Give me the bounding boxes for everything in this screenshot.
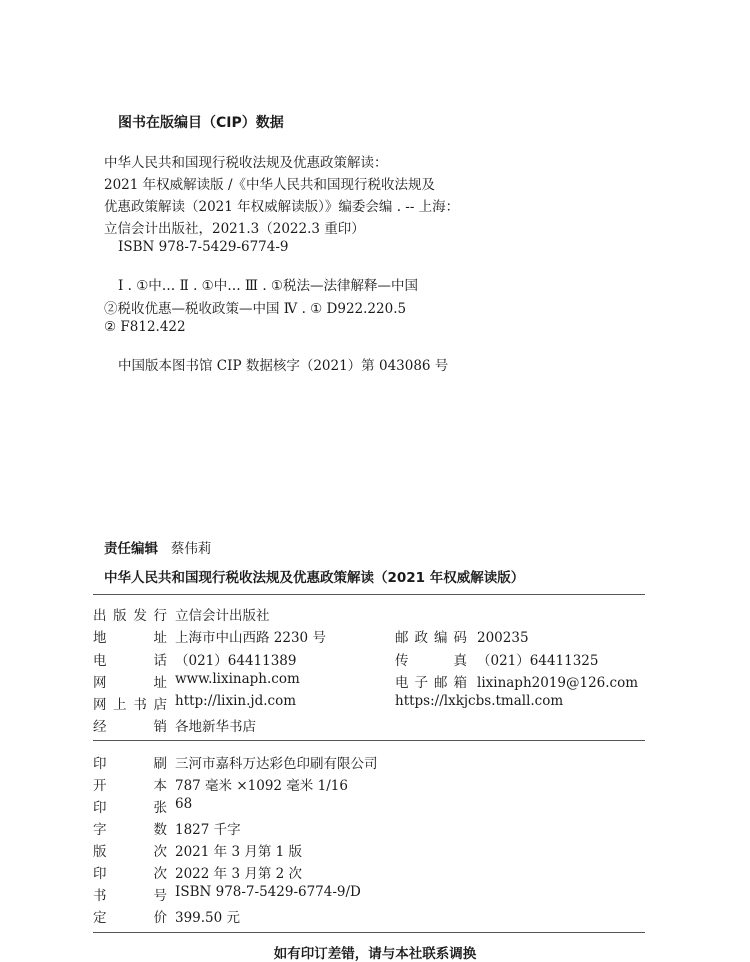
cip-line: 优惠政策解读（2021 年权威解读版）》编委会编 . -- 上海： <box>104 199 460 215</box>
book-title: 中华人民共和国现行税收法规及优惠政策解读（2021 年权威解读版） <box>104 570 525 586</box>
row-value: 787 毫米 ×1092 毫米 1/16 <box>175 778 348 794</box>
online-store-row <box>93 693 296 713</box>
row-label: 传真 <box>395 653 467 669</box>
editor-label: 责任编辑 <box>104 541 158 557</box>
cip-line: 立信会计出版社，2021.3（2022.3 重印） <box>104 221 365 237</box>
row-label: 印次 <box>93 866 167 882</box>
editor-name: 蔡伟莉 <box>170 541 212 557</box>
cip-verification: 中国版本图书馆 CIP 数据核字（2021）第 043086 号 <box>118 358 449 374</box>
cip-data-title: 图书在版编目（CIP）数据 <box>118 115 284 131</box>
price-row <box>93 906 240 926</box>
row-value: （021）64411325 <box>477 653 599 669</box>
website-row <box>93 671 300 691</box>
row-value: 68 <box>175 796 193 812</box>
row-label: 出版发行 <box>93 608 167 624</box>
footer-notice: 如有印订差错，请与本社联系调换 <box>273 946 477 962</box>
row-label: 电子邮箱 <box>395 675 467 691</box>
fax-row <box>395 649 598 669</box>
cip-subject-line: Ⅰ . ①中… Ⅱ . ①中… Ⅲ . ①税法—法律解释—中国 <box>118 278 419 294</box>
divider <box>93 932 645 933</box>
isbn-row <box>93 884 361 904</box>
row-value: www.lixinaph.com <box>175 671 300 687</box>
row-value: https://lxkjcbs.tmall.com <box>395 693 564 709</box>
row-value: 2022 年 3 月第 2 次 <box>175 866 302 882</box>
row-label: 字数 <box>93 822 167 838</box>
address-row <box>93 626 326 646</box>
row-label: 版次 <box>93 844 167 860</box>
word-count-row <box>93 818 241 838</box>
email-row <box>395 671 638 691</box>
divider <box>93 740 645 741</box>
cip-line: 2021 年权威解读版 /《中华人民共和国现行税收法规及 <box>104 177 435 193</box>
cip-isbn: ISBN 978-7-5429-6774-9 <box>118 239 289 255</box>
row-value: 三河市嘉科万达彩色印刷有限公司 <box>175 756 378 772</box>
printer-row <box>93 752 378 772</box>
divider <box>93 594 645 595</box>
tmall-store-row <box>395 693 563 709</box>
row-value: 399.50 元 <box>175 910 241 926</box>
row-label: 邮政编码 <box>395 630 467 646</box>
cip-subject-line: ② F812.422 <box>104 319 186 335</box>
cip-line: 中华人民共和国现行税收法规及优惠政策解读： <box>104 155 388 171</box>
row-value: 立信会计出版社 <box>175 608 270 624</box>
row-value: 各地新华书店 <box>175 719 256 735</box>
row-label: 定价 <box>93 910 167 926</box>
row-label: 书号 <box>93 888 167 904</box>
sheets-row <box>93 796 192 816</box>
row-label: 地址 <box>93 630 167 646</box>
publisher-row <box>93 604 270 624</box>
postcode-row <box>395 626 529 646</box>
edition-row <box>93 840 302 860</box>
row-value: 2021 年 3 月第 1 版 <box>175 844 302 860</box>
row-value: ISBN 978-7-5429-6774-9/D <box>175 884 361 900</box>
row-label: 开本 <box>93 778 167 794</box>
row-value: 1827 千字 <box>175 822 241 838</box>
responsible-editor <box>104 537 211 557</box>
cip-subject-line: ②税收优惠—税收政策—中国 Ⅳ . ① D922.220.5 <box>104 301 407 317</box>
format-row <box>93 774 348 794</box>
row-label: 网上书店 <box>93 697 167 713</box>
row-label: 印张 <box>93 800 167 816</box>
phone-row <box>93 649 296 669</box>
row-label: 电话 <box>93 653 167 669</box>
distributor-row <box>93 715 256 735</box>
row-value: http://lixin.jd.com <box>175 693 296 709</box>
row-value: （021）64411389 <box>175 653 297 669</box>
row-label: 经销 <box>93 719 167 735</box>
row-label: 网址 <box>93 675 167 691</box>
row-value: lixinaph2019@126.com <box>477 675 639 691</box>
row-label: 印刷 <box>93 756 167 772</box>
row-value: 200235 <box>477 630 529 646</box>
impression-row <box>93 862 302 882</box>
row-value: 上海市中山西路 2230 号 <box>175 630 326 646</box>
